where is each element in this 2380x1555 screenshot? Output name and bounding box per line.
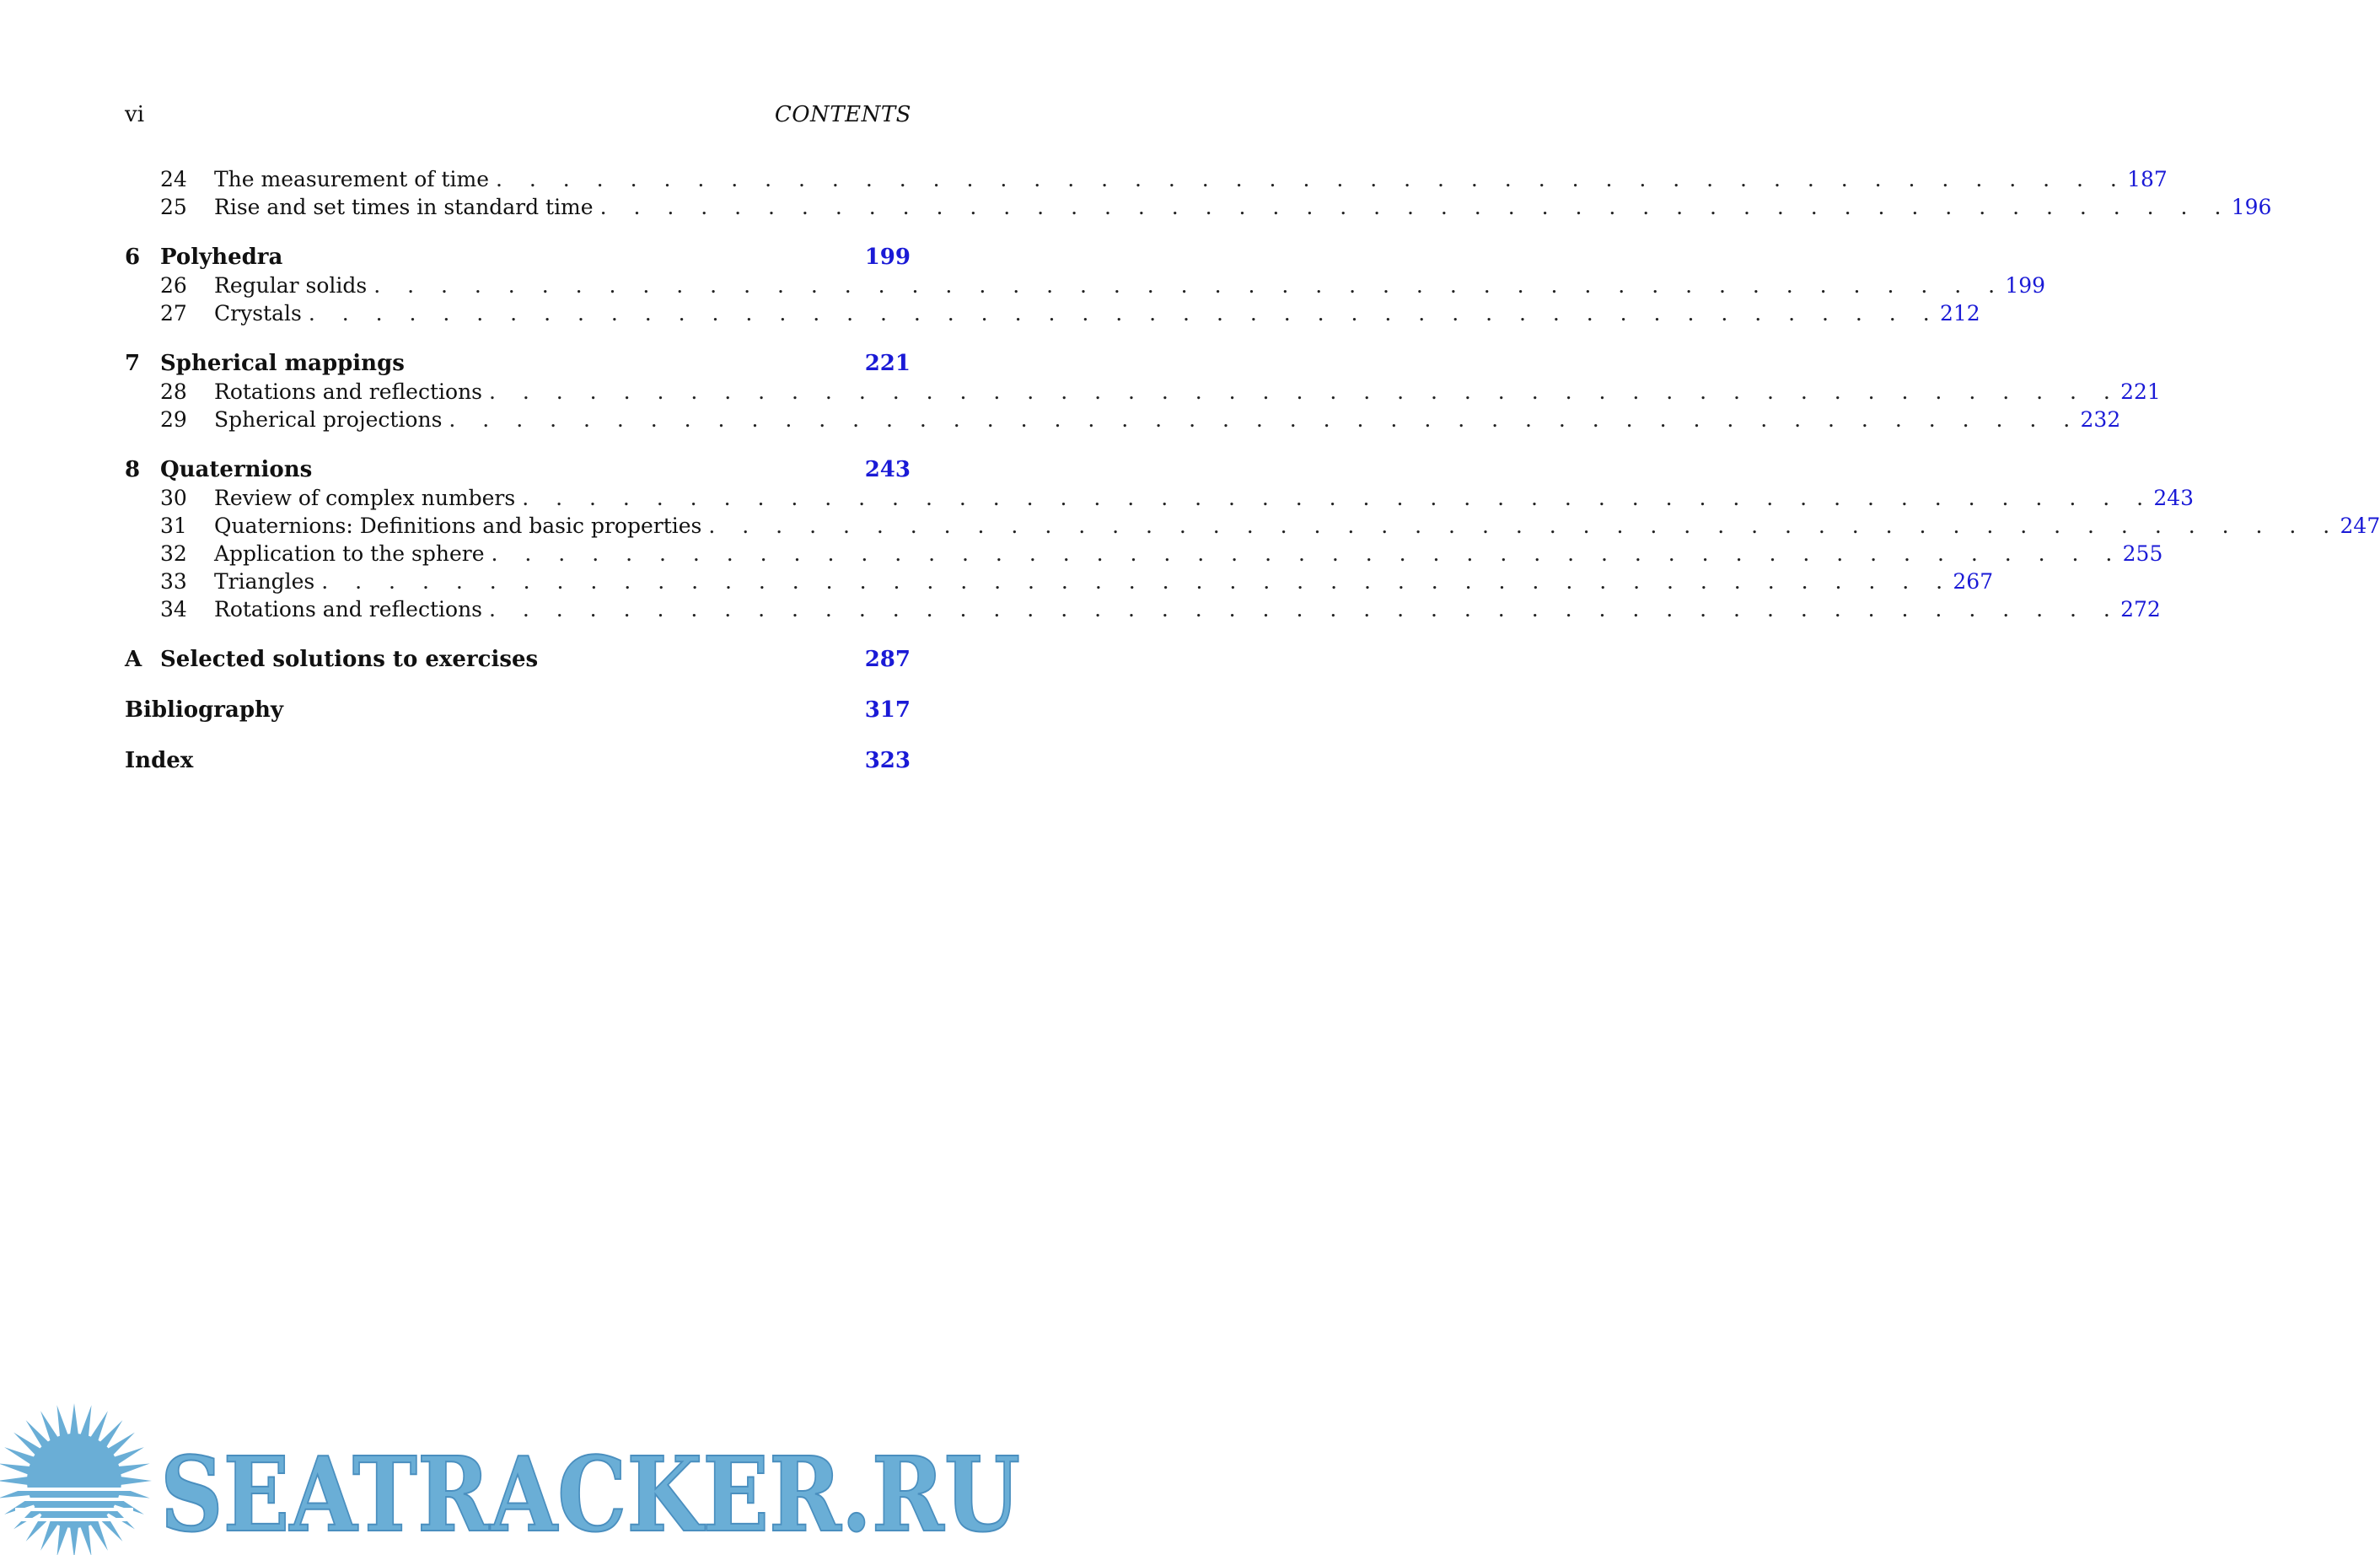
section-title: Spherical projections: [214, 407, 443, 432]
toc-chapter-8[interactable]: [125, 455, 911, 484]
chapter-page-link[interactable]: 221: [864, 351, 911, 376]
table-of-contents: [125, 165, 2380, 775]
toc-section-24[interactable]: [125, 165, 2168, 193]
section-title: Crystals: [214, 301, 302, 326]
section-number: 34: [160, 597, 187, 621]
toc-section-25[interactable]: [125, 193, 2272, 221]
section-title: Application to the sphere: [214, 541, 485, 566]
section-page-link[interactable]: 243: [2153, 486, 2195, 510]
dot-leader: . . . . . . . . . . . . . . . . . . . . . . . . . . . . . . . . . . . . . . . . . . . . . . . . .: [599, 195, 2232, 219]
dot-leader: . . . . . . . . . . . . . . . . . . . . . . . . . . . . . . . . . . . . . . . . . . . . . . . . .: [308, 301, 1940, 326]
watermark-logo: [0, 1400, 1033, 1555]
section-number: 29: [160, 407, 187, 432]
section-title: Rise and set times in standard time: [214, 195, 594, 219]
chapter-title: Spherical mappings: [160, 351, 405, 376]
chapter-number: 6: [125, 245, 141, 270]
section-page-link[interactable]: 232: [2080, 407, 2121, 432]
section-number: 32: [160, 541, 187, 566]
section-title: Triangles: [214, 569, 315, 594]
dot-leader: . . . . . . . . . . . . . . . . . . . . . . . . . . . . . . . . . . . . . . . . . . . . . . . . .: [373, 273, 2006, 298]
chapter-number: 7: [125, 351, 141, 376]
section-page-link[interactable]: 267: [1953, 569, 1994, 594]
section-page-link[interactable]: 255: [2122, 541, 2163, 566]
dot-leader: . . . . . . . . . . . . . . . . . . . . . . . . . . . . . . . . . . . . . . . . . . . . . . . . .: [489, 597, 2120, 621]
section-page-link[interactable]: 196: [2231, 195, 2272, 219]
section-page-link[interactable]: 187: [2127, 167, 2168, 191]
running-title: CONTENTS: [774, 102, 911, 127]
section-title: Rotations and reflections: [214, 379, 482, 404]
dot-leader: . . . . . . . . . . . . . . . . . . . . . . . . . . . . . . . . . . . . . . . . . . . . . . . . .: [708, 514, 2340, 538]
dot-leader: . . . . . . . . . . . . . . . . . . . . . . . . . . . . . . . . . . . . . . . . . . . . . . . . .: [321, 569, 1953, 594]
section-title: Review of complex numbers: [214, 486, 516, 510]
dot-leader: . . . . . . . . . . . . . . . . . . . . . . . . . . . . . . . . . . . . . . . . . . . . . . . . .: [449, 407, 2081, 432]
chapter-number: 8: [125, 457, 141, 482]
toc-bibliography[interactable]: [125, 696, 911, 724]
section-page-link[interactable]: 212: [1939, 301, 1980, 326]
chapter-title: Quaternions: [160, 457, 313, 482]
toc-chapter-6[interactable]: [125, 243, 911, 272]
section-page-link[interactable]: 199: [2005, 273, 2046, 298]
bibliography-page-link[interactable]: 317: [864, 697, 911, 723]
section-page-link[interactable]: 272: [2120, 597, 2161, 621]
toc-section-33[interactable]: [125, 568, 1994, 595]
toc-appendix-a[interactable]: [125, 645, 911, 674]
appendix-letter: A: [125, 647, 142, 672]
chapter-page-link[interactable]: 243: [864, 457, 911, 482]
toc-section-32[interactable]: [125, 540, 2163, 568]
toc-section-29[interactable]: [125, 406, 2121, 433]
toc-section-31[interactable]: [125, 512, 2380, 540]
sun-burst-icon: [0, 1403, 152, 1555]
section-number: 33: [160, 569, 187, 594]
toc-section-26[interactable]: [125, 272, 2046, 299]
toc-section-27[interactable]: [125, 299, 1980, 327]
section-number: 27: [160, 301, 187, 326]
toc-chapter-7[interactable]: [125, 349, 911, 378]
watermark-text: SEATRACKER.RU: [160, 1434, 1020, 1555]
index-title: Index: [125, 748, 194, 773]
toc-section-30[interactable]: [125, 484, 2195, 512]
dot-leader: . . . . . . . . . . . . . . . . . . . . . . . . . . . . . . . . . . . . . . . . . . . . . . . . .: [496, 167, 2127, 191]
toc-index[interactable]: [125, 746, 911, 775]
section-number: 30: [160, 486, 187, 510]
appendix-title: Selected solutions to exercises: [160, 647, 539, 672]
toc-section-34[interactable]: [125, 595, 2161, 623]
page-number: vi: [125, 102, 145, 127]
chapter-title: Polyhedra: [160, 245, 283, 270]
appendix-page-link[interactable]: 287: [864, 647, 911, 672]
toc-section-28[interactable]: [125, 378, 2161, 406]
section-number: 31: [160, 514, 187, 538]
section-number: 26: [160, 273, 187, 298]
section-page-link[interactable]: 247: [2340, 514, 2380, 538]
section-title: Regular solids: [214, 273, 368, 298]
section-title: The measurement of time: [214, 167, 489, 191]
section-title: Quaternions: Definitions and basic properties: [214, 514, 702, 538]
chapter-page-link[interactable]: 199: [864, 245, 911, 270]
index-page-link[interactable]: 323: [864, 748, 911, 773]
section-number: 24: [160, 167, 187, 191]
section-title: Rotations and reflections: [214, 597, 482, 621]
dot-leader: . . . . . . . . . . . . . . . . . . . . . . . . . . . . . . . . . . . . . . . . . . . . . . . . .: [489, 379, 2120, 404]
bibliography-title: Bibliography: [125, 697, 284, 723]
dot-leader: . . . . . . . . . . . . . . . . . . . . . . . . . . . . . . . . . . . . . . . . . . . . . . . . .: [491, 541, 2123, 566]
dot-leader: . . . . . . . . . . . . . . . . . . . . . . . . . . . . . . . . . . . . . . . . . . . . . . . . .: [522, 486, 2154, 510]
section-page-link[interactable]: 221: [2120, 379, 2161, 404]
section-number: 28: [160, 379, 187, 404]
section-number: 25: [160, 195, 187, 219]
